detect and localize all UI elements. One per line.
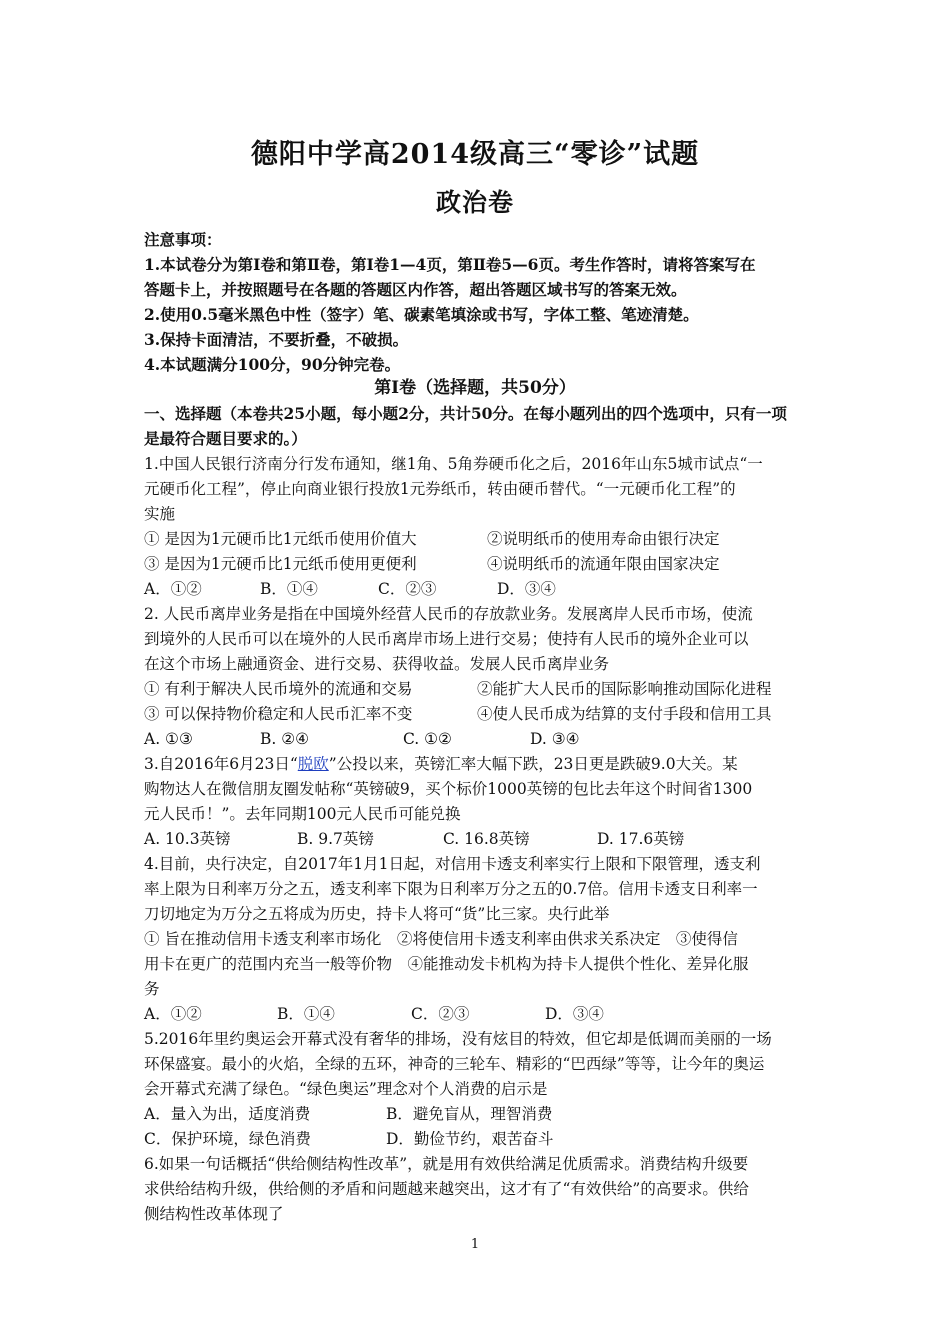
q5-option-a: A．量入为出，适度消费 (144, 1105, 311, 1123)
q2-option-a: A. ①③ (144, 730, 193, 748)
q4-statements-3: 务 (144, 980, 160, 998)
q3-stem-3: 元人民币！”。去年同期100元人民币可能兑换 (144, 805, 461, 823)
q4-option-a: A．①② (144, 1005, 202, 1023)
q1-option-a: A．①② (144, 580, 202, 598)
q4-statements-2: 用卡在更广的范围内充当一般等价物 ④能推动发卡机构为持卡人提供个性化、差异化服 (144, 955, 749, 973)
notice-item-1b: 答题卡上，并按照题号在各题的答题区内作答，超出答题区域书写的答案无效。 (144, 280, 687, 299)
q6-stem-1: 6.如果一句话概括“供给侧结构性改革”，就是用有效供给满足优质需求。消费结构升级要 (144, 1155, 749, 1173)
q6-stem-3: 侧结构性改革体现了 (144, 1205, 284, 1223)
q2-stem-2: 到境外的人民币可以在境外的人民币离岸市场上进行交易；使持有人民币的境外企业可以 (144, 630, 749, 648)
q1-statement-1: ① 是因为1元硬币比1元纸币使用价值大 (144, 530, 417, 548)
q4-option-b: B．①④ (277, 1005, 335, 1023)
q2-option-d: D. ③④ (530, 730, 580, 748)
q2-stem-3: 在这个市场上融通资金、进行交易、获得收益。发展人民币离岸业务 (144, 655, 610, 673)
page-number: 1 (470, 1237, 480, 1252)
exam-title: 德阳中学高2014级高三“零诊”试题 (250, 139, 700, 170)
q6-stem-2: 求供给结构升级，供给侧的矛盾和问题越来越突出，这才有了“有效供给”的高要求。供给 (144, 1180, 749, 1198)
notice-item-2: 2.使用0.5毫米黑色中性（签字）笔、碳素笔填涂或书写，字体工整、笔迹清楚。 (144, 305, 699, 324)
q3-option-b: B. 9.7英镑 (297, 830, 374, 848)
q4-stem-3: 刀切地定为万分之五将成为历史，持卡人将可“货”比三家。央行此举 (144, 905, 610, 923)
q2-statement-4: ④使人民币成为结算的支付手段和信用工具 (477, 705, 772, 723)
q1-stem-1: 1.中国人民银行济南分行发布通知，继1角、5角券硬币化之后，2016年山东5城市试点“一 (144, 455, 763, 473)
q3-option-c: C. 16.8英镑 (443, 830, 530, 848)
q3-stem-1 (144, 753, 824, 775)
q5-option-c: C．保护环境，绿色消费 (144, 1130, 311, 1148)
q1-stem-2: 元硬币化工程”，停止向商业银行投放1元券纸币，转由硬币替代。“一元硬币化工程”的 (144, 480, 736, 498)
q1-option-d: D．③④ (497, 580, 556, 598)
section-instructions-b: 是最符合题目要求的。） (144, 429, 307, 448)
notice-item-1a: 1.本试卷分为第Ⅰ卷和第Ⅱ卷，第Ⅰ卷1—4页，第Ⅱ卷5—6页。考生作答时，请将答案写在 (144, 255, 756, 274)
q4-option-d: D．③④ (545, 1005, 604, 1023)
q3-option-a: A. 10.3英镑 (144, 830, 231, 848)
q4-option-c: C．②③ (411, 1005, 470, 1023)
q3-stem-1-pre: 3.自2016年6月23日“ (144, 755, 298, 773)
q1-statement-2: ②说明纸币的使用寿命由银行决定 (487, 530, 720, 548)
q2-statement-1: ① 有利于解决人民币境外的流通和交易 (144, 680, 413, 698)
q2-option-c: C. ①② (403, 730, 452, 748)
q5-stem-1: 5.2016年里约奥运会开幕式没有奢华的排场，没有炫目的特效，但它却是低调而美丽的一场 (144, 1030, 772, 1048)
q1-option-c: C．②③ (378, 580, 437, 598)
q2-stem-1: 2. 人民币离岸业务是指在中国境外经营人民币的存放款业务。发展离岸人民币市场，使流 (144, 605, 753, 623)
q1-statement-4: ④说明纸币的流通年限由国家决定 (487, 555, 720, 573)
q3-option-d: D. 17.6英镑 (597, 830, 685, 848)
q3-stem-1-post: ”公投以来，英镑汇率大幅下跌，23日更是跌破9.0大关。某 (328, 755, 738, 773)
notice-item-3: 3.保持卡面清洁，不要折叠，不破损。 (144, 330, 409, 349)
q3-stem-2: 购物达人在微信朋友圈发帖称“英镑破9，买个标价1000英镑的包比去年这个时间省1300 (144, 780, 753, 798)
notice-item-4: 4.本试题满分100分，90分钟完卷。 (144, 355, 401, 374)
q1-option-b: B．①④ (260, 580, 318, 598)
q1-statement-3: ③ 是因为1元硬币比1元纸币使用更便利 (144, 555, 417, 573)
q2-statement-3: ③ 可以保持物价稳定和人民币汇率不变 (144, 705, 413, 723)
section-title: 第Ⅰ卷（选择题，共50分） (374, 378, 576, 398)
q4-statements-1: ① 旨在推动信用卡透支利率市场化 ②将使信用卡透支利率由供求关系决定 ③使得信 (144, 930, 738, 948)
q1-stem-3: 实施 (144, 505, 176, 523)
q4-stem-1: 4.目前，央行决定，自2017年1月1日起，对信用卡透支利率实行上限和下限管理，透支利 (144, 855, 761, 873)
q2-option-b: B. ②④ (260, 730, 310, 748)
q5-option-d: D．勤俭节约，艰苦奋斗 (386, 1130, 554, 1148)
notice-heading: 注意事项： (144, 230, 222, 249)
q5-stem-3: 会开幕式充满了绿色。“绿色奥运”理念对个人消费的启示是 (144, 1080, 548, 1098)
q4-stem-2: 率上限为日利率万分之五，透支利率下限为日利率万分之五的0.7倍。信用卡透支日利率一 (144, 880, 758, 898)
section-instructions-a: 一、选择题（本卷共25小题，每小题2分，共计50分。在每小题列出的四个选项中，只有一项 (144, 404, 787, 423)
q2-statement-2: ②能扩大人民币的国际影响推动国际化进程 (477, 680, 772, 698)
exam-subtitle: 政治卷 (435, 188, 514, 217)
q5-stem-2: 环保盛宴。最小的火焰，全绿的五环，神奇的三轮车、精彩的“巴西绿”等等，让今年的奥运 (144, 1055, 765, 1073)
q5-option-b: B．避免盲从，理智消费 (386, 1105, 553, 1123)
brexit-link[interactable]: 脱欧 (297, 755, 329, 773)
